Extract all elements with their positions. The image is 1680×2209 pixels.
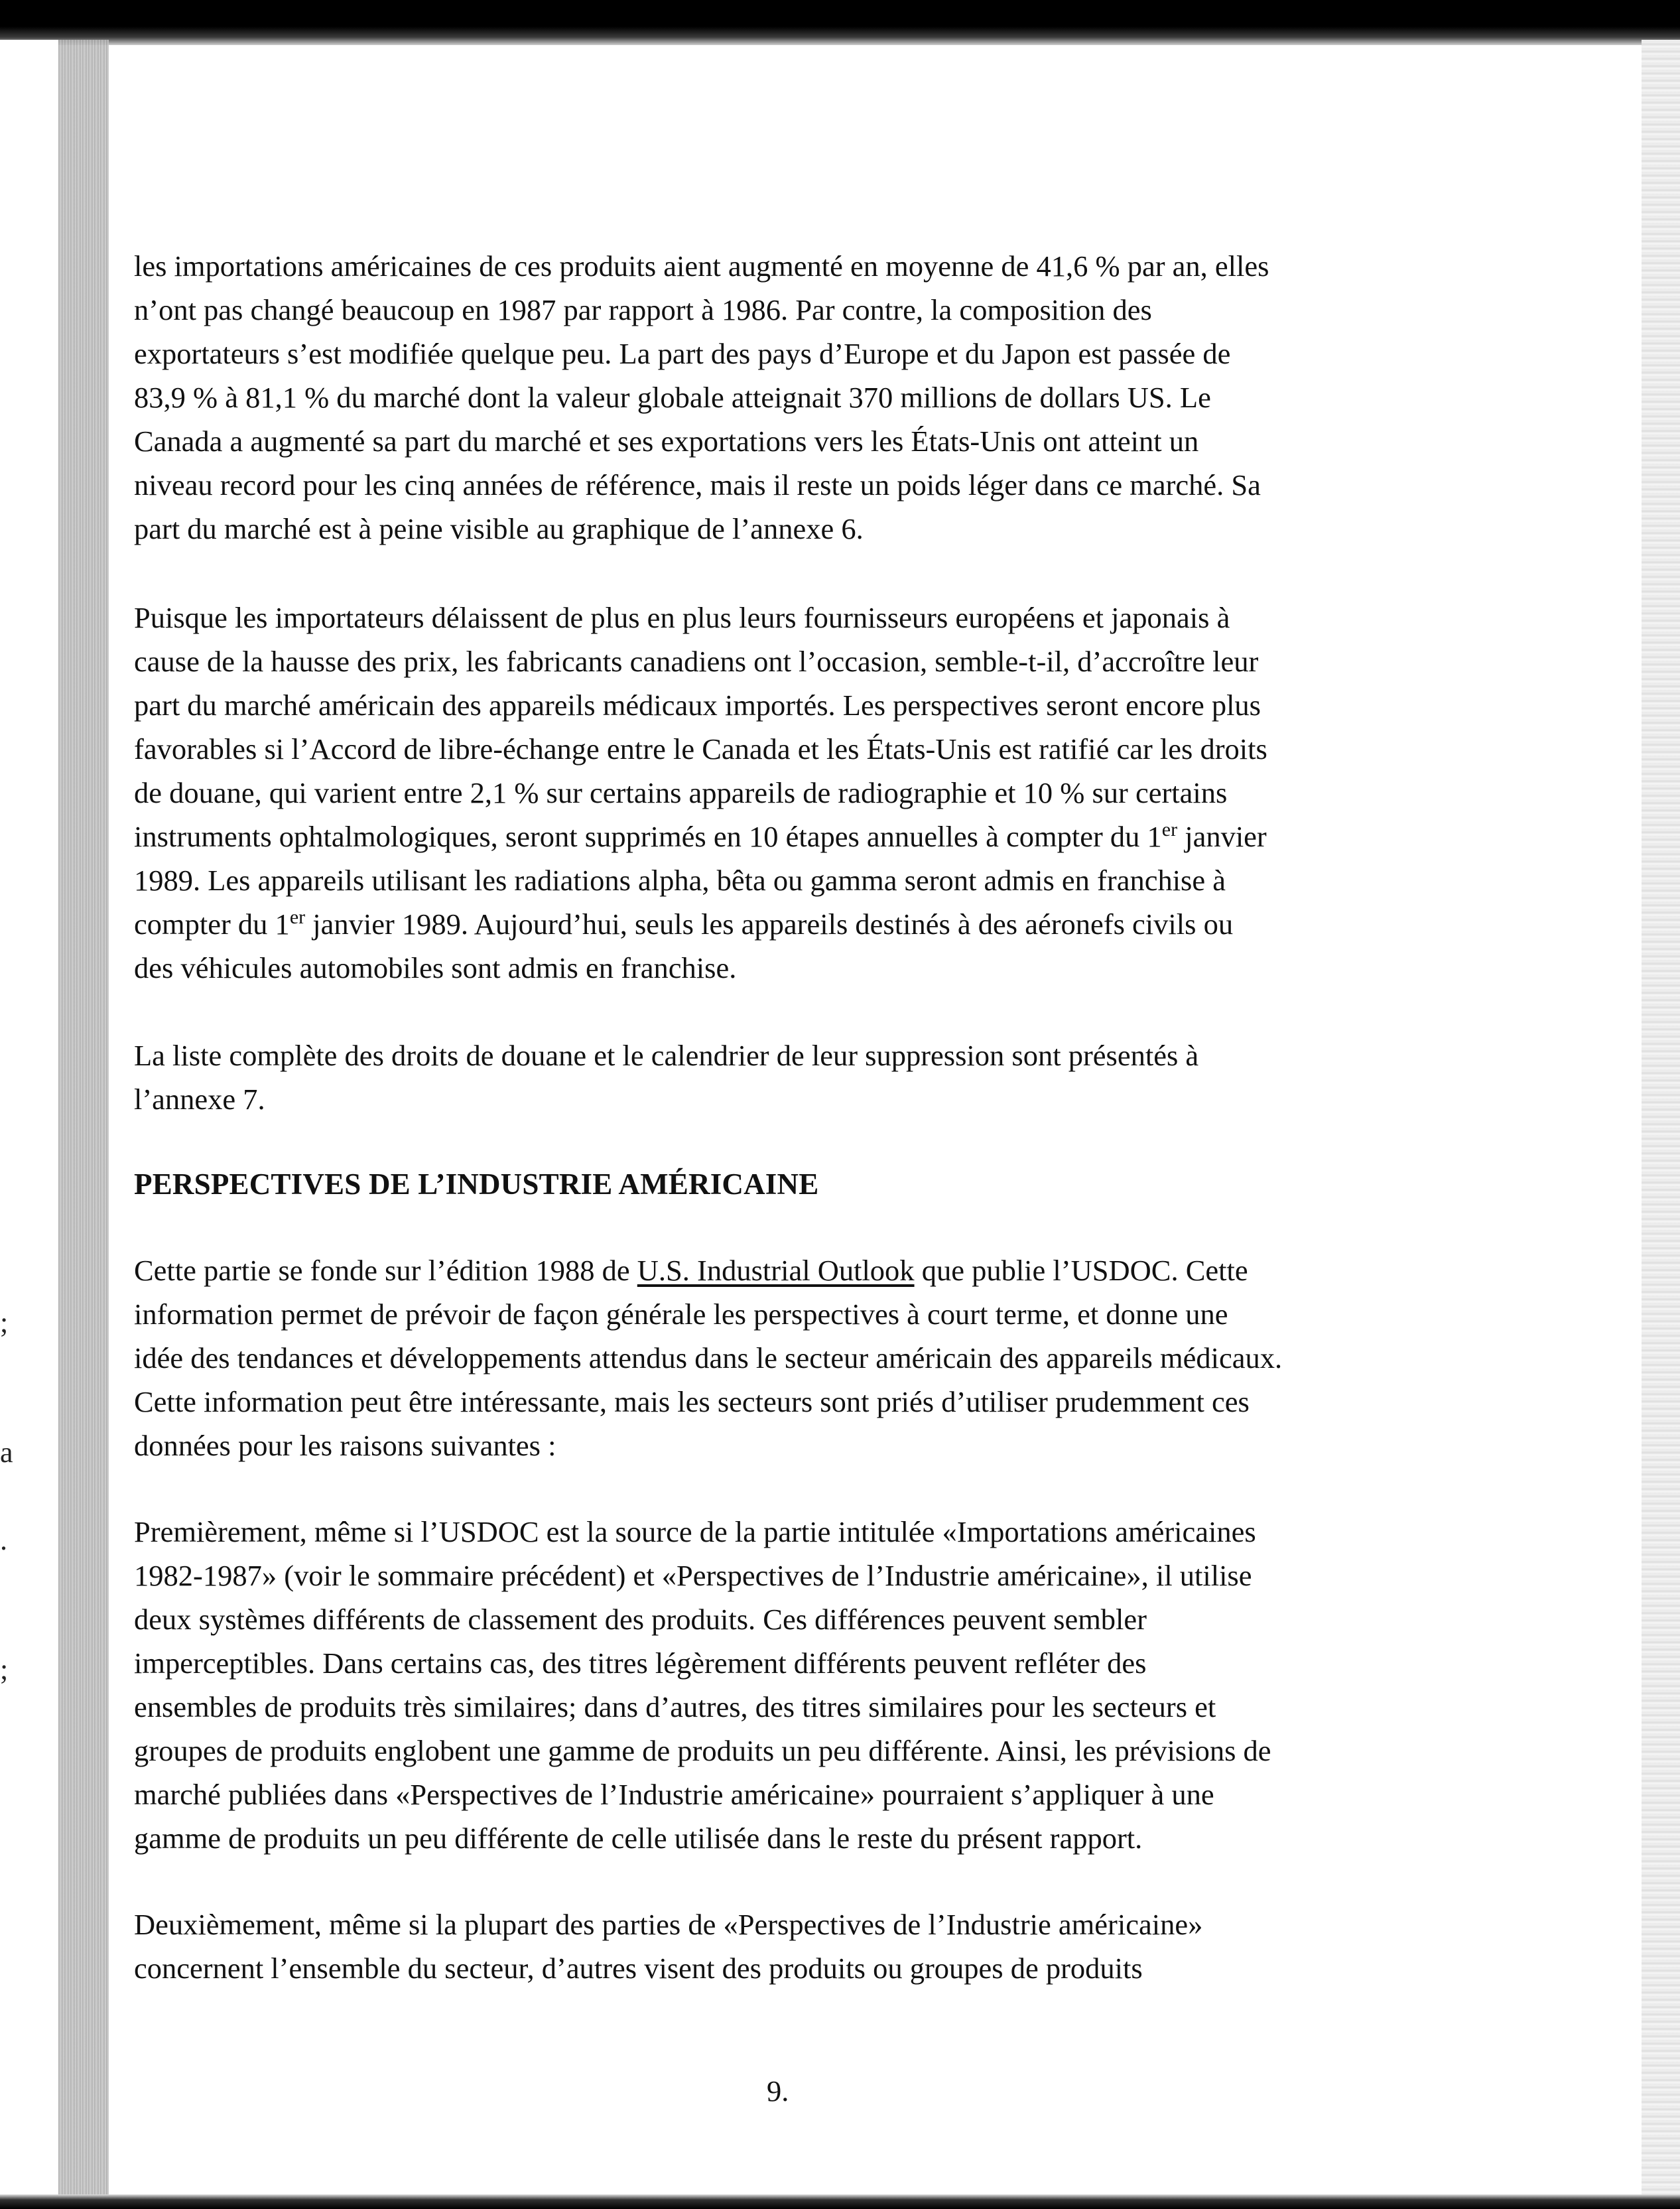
margin-mark: a xyxy=(0,1436,13,1469)
page-right-edge xyxy=(1642,40,1680,2209)
text-line: Puisque les importateurs délaissent de plus en plus leurs fournisseurs européens et japonais à xyxy=(134,601,1230,634)
text-line: l’annexe 7. xyxy=(134,1083,265,1116)
binding-shadow xyxy=(58,40,109,2209)
page-number: 9. xyxy=(767,2074,789,2108)
text-fragment: compter du 1 xyxy=(134,907,290,941)
superscript: er xyxy=(1161,819,1178,840)
text-line: marché publiées dans «Perspectives de l’Industrie américaine» pourraient s’appliquer à une xyxy=(134,1778,1214,1811)
text-line: 83,9 % à 81,1 % du marché dont la valeur globale atteignait 370 millions de dollars US. Le xyxy=(134,381,1211,414)
text-line: n’ont pas changé beaucoup en 1987 par rapport à 1986. Par contre, la composition des xyxy=(134,293,1152,326)
margin-mark: ; xyxy=(0,1653,9,1686)
second-reason-paragraph xyxy=(134,1903,1460,1990)
section-heading xyxy=(134,1162,1460,1206)
text-fragment: instruments ophtalmologiques, seront supprimés en 10 étapes annuelles à compter du 1 xyxy=(134,820,1162,853)
first-reason-paragraph xyxy=(134,1510,1460,1860)
text-line: information permet de prévoir de façon générale les perspectives à court terme, et donne une xyxy=(134,1298,1228,1331)
text-line: ensembles de produits très similaires; dans d’autres, des titres similaires pour les secteurs et xyxy=(134,1690,1216,1723)
text-line: deux systèmes différents de classement des produits. Ces différences peuvent sembler xyxy=(134,1603,1147,1636)
section-title: PERSPECTIVES DE L’INDUSTRIE AMÉRICAINE xyxy=(134,1168,819,1201)
text-line: gamme de produits un peu différente de celle utilisée dans le reste du présent rapport. xyxy=(134,1822,1143,1855)
text-line: cause de la hausse des prix, les fabricants canadiens ont l’occasion, semble-t-il, d’accroître leur xyxy=(134,645,1259,678)
text-line xyxy=(134,902,1460,946)
text-line: Premièrement, même si l’USDOC est la source de la partie intitulée «Importations américaines xyxy=(134,1515,1256,1548)
text-line: de douane, qui varient entre 2,1 % sur certains appareils de radiographie et 10 % sur certains xyxy=(134,776,1228,809)
text-line: groupes de produits englobent une gamme de produits un peu différente. Ainsi, les prévisions de xyxy=(134,1734,1271,1767)
text-line: concernent l’ensemble du secteur, d’autres visent des produits ou groupes de produits xyxy=(134,1952,1143,1985)
text-line: les importations américaines de ces produits aient augmenté en moyenne de 41,6 % par an, elles xyxy=(134,249,1269,283)
text-line: Canada a augmenté sa part du marché et ses exportations vers les États-Unis ont atteint un xyxy=(134,425,1199,458)
text-fragment: janvier 1989. Aujourd’hui, seuls les appareils destinés à des aéronefs civils ou xyxy=(305,907,1234,941)
text-line: 1989. Les appareils utilisant les radiations alpha, bêta ou gamma seront admis en franchise à xyxy=(134,864,1226,897)
text-line: imperceptibles. Dans certains cas, des titres légèrement différents peuvent refléter des xyxy=(134,1646,1147,1680)
text-line: des véhicules automobiles sont admis en franchise. xyxy=(134,951,737,984)
text-line: niveau record pour les cinq années de référence, mais il reste un poids léger dans ce marché. Sa xyxy=(134,468,1261,502)
text-fragment: que publie l’USDOC. Cette xyxy=(914,1254,1248,1287)
text-line: Deuxièmement, même si la plupart des parties de «Perspectives de l’Industrie américaine» xyxy=(134,1908,1203,1941)
text-fragment: janvier xyxy=(1177,820,1267,853)
text-line xyxy=(134,1248,1460,1292)
text-fragment: Cette partie se fonde sur l’édition 1988 de xyxy=(134,1254,637,1287)
publication-title: U.S. Industrial Outlook xyxy=(637,1254,915,1287)
text-line: part du marché américain des appareils médicaux importés. Les perspectives seront encore plus xyxy=(134,689,1261,722)
text-line: idée des tendances et développements attendus dans le secteur américain des appareils médicaux. xyxy=(134,1341,1283,1374)
text-line: Cette information peut être intéressante, mais les secteurs sont priés d’utiliser prudemment ces xyxy=(134,1385,1250,1418)
outlook-paragraph xyxy=(134,1248,1460,1467)
text-line: exportateurs s’est modifiée quelque peu. La part des pays d’Europe et du Japon est passée de xyxy=(134,337,1231,370)
text-line: La liste complète des droits de douane et le calendrier de leur suppression sont présentés à xyxy=(134,1039,1199,1072)
margin-mark: ; xyxy=(0,1306,9,1339)
tariff-paragraph xyxy=(134,1034,1460,1121)
scan-border-bottom xyxy=(0,2194,1680,2209)
text-line xyxy=(134,815,1460,858)
text-line: part du marché est à peine visible au graphique de l’annexe 6. xyxy=(134,512,864,545)
page-left-margin xyxy=(0,40,58,2209)
text-line: données pour les raisons suivantes : xyxy=(134,1429,556,1462)
intro-paragraph xyxy=(134,244,1460,551)
margin-mark: . xyxy=(0,1524,7,1556)
text-line: favorables si l’Accord de libre-échange entre le Canada et les États-Unis est ratifié car les droits xyxy=(134,732,1267,766)
text-line: 1982-1987» (voir le sommaire précédent) et «Perspectives de l’Industrie américaine», il utilise xyxy=(134,1559,1252,1592)
superscript: er xyxy=(289,906,306,928)
scan-border-top xyxy=(0,0,1680,45)
importers-paragraph xyxy=(134,596,1460,990)
